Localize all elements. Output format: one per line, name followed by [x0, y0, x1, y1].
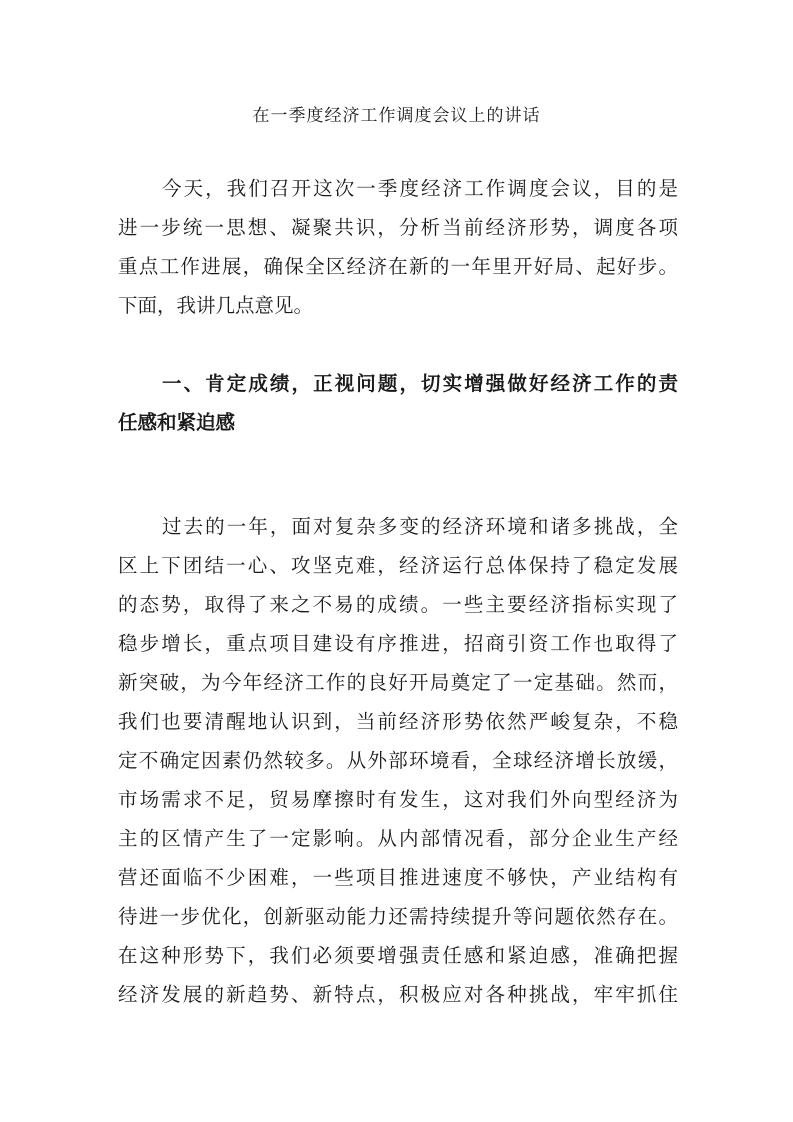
paragraph-line: 主的区情产生了一定影响。从内部情况看，部分企业生产经: [118, 827, 678, 850]
section-body-paragraph: [118, 507, 678, 1014]
paragraph-line: 经济发展的新趋势、新特点，积极应对各种挑战，牢牢抓住: [118, 983, 678, 1006]
paragraph-line: 下面，我讲几点意见。: [118, 294, 314, 317]
paragraph-line: 过去的一年，面对复杂多变的经济环境和诸多挑战，全: [162, 515, 678, 538]
intro-paragraph: [118, 169, 678, 325]
paragraph-line: 区上下团结一心、攻坚克难，经济运行总体保持了稳定发展: [118, 554, 678, 577]
paragraph-line: 待进一步优化，创新驱动能力还需持续提升等问题依然存在。: [118, 905, 678, 928]
paragraph-line: 在这种形势下，我们必须要增强责任感和紧迫感，准确把握: [118, 944, 678, 967]
document-title: 在一季度经济工作调度会议上的讲话: [252, 106, 541, 126]
heading-line: 一、肯定成绩，正视问题，切实增强做好经济工作的责: [162, 372, 678, 395]
paragraph-line: 重点工作进展，确保全区经济在新的一年里开好局、起好步。: [118, 255, 678, 278]
paragraph-line: 市场需求不足，贸易摩擦时有发生，这对我们外向型经济为: [118, 788, 678, 811]
paragraph-line: 今天，我们召开这次一季度经济工作调度会议，目的是: [162, 177, 678, 200]
paragraph-line: 稳步增长，重点项目建设有序推进，招商引资工作也取得了: [118, 632, 678, 655]
section-heading: [118, 364, 678, 442]
paragraph-line: 营还面临不少困难，一些项目推进速度不够快，产业结构有: [118, 866, 678, 889]
paragraph-line: 定不确定因素仍然较多。从外部环境看，全球经济增长放缓，: [118, 749, 678, 772]
paragraph-line: 我们也要清醒地认识到，当前经济形势依然严峻复杂，不稳: [118, 710, 678, 733]
paragraph-line: 新突破，为今年经济工作的良好开局奠定了一定基础。然而，: [118, 671, 678, 694]
paragraph-line: 进一步统一思想、凝聚共识，分析当前经济形势，调度各项: [118, 216, 678, 239]
paragraph-line: 的态势，取得了来之不易的成绩。一些主要经济指标实现了: [118, 593, 678, 616]
heading-line: 任感和紧迫感: [118, 411, 236, 434]
